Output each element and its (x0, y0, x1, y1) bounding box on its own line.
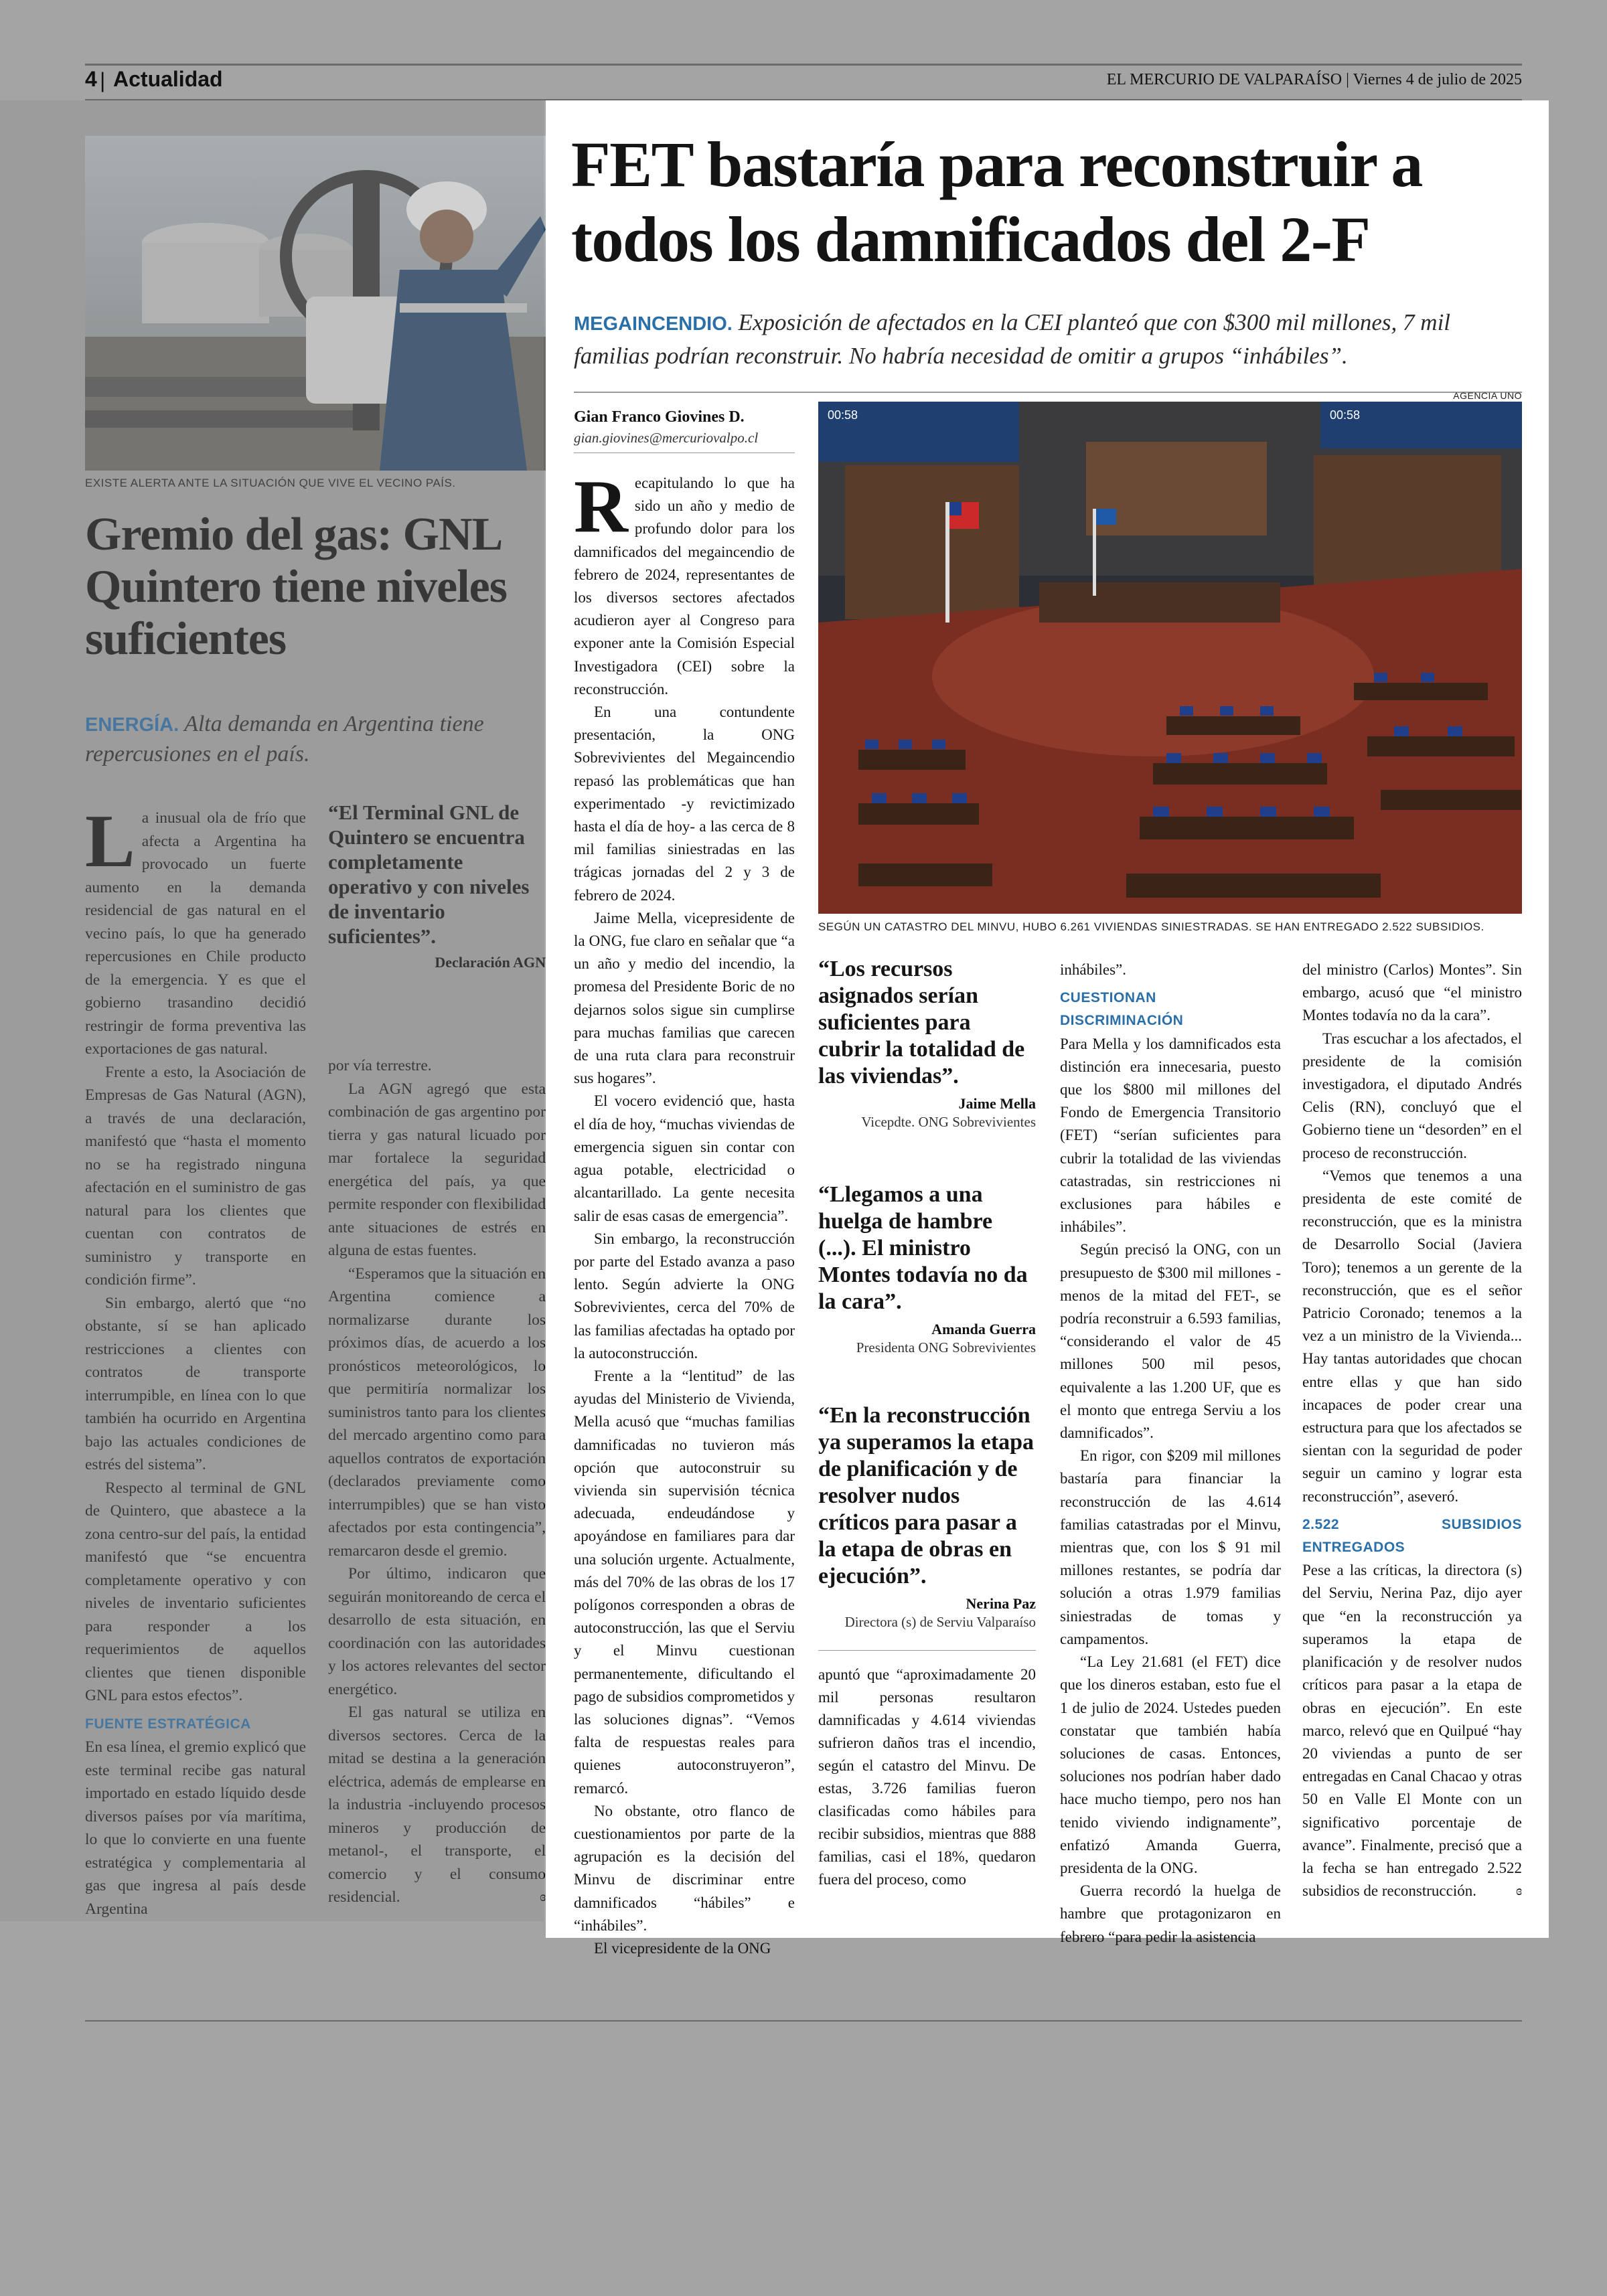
quote-role: Directora (s) de Serviu Valparaíso (844, 1614, 1036, 1630)
main-paragraph: Pese a las críticas, la directora (s) del Serviu, Nerina Paz, dijo ayer que “en la reconstrucción ya superamos la etapa de planificación y de resolver nudos críticos para pasar a la etapa de obras en ejecución”. En este marco, relevó que en Quilpué “hay 20 viviendas a punto de ser entregadas en Canal Chacao y otras 50 en Valle El Monte con un significativo porcentaje de avance”. Finalmente, precisó que a la fecha se han entregado 2.522 subsidios de reconstrucción. ɞ (1302, 1559, 1522, 1902)
quote-role: Vicepdte. ONG Sobrevivientes (861, 1114, 1036, 1130)
main-photo (818, 402, 1522, 914)
quote-divider (818, 1650, 1036, 1651)
main-column-2-tail (818, 1663, 1036, 1891)
main-drop-cap: R (574, 465, 628, 548)
newspaper-date: EL MERCURIO DE VALPARAÍSO | Viernes 4 de julio de 2025 (1106, 71, 1522, 88)
main-paragraph: del ministro (Carlos) Montes”. Sin embargo, acusó que “el ministro Montes todavía no da la cara”. (1302, 961, 1522, 1024)
main-paragraph: “Vemos que tenemos a una presidenta de este comité de reconstrucción, que es la ministra de Desarrollo Social (Javiera Toro); tenemos a un gerente de la reconstrucción, que es el señor Patricio Coronado; tenemos a la vez a un ministro de la Vivienda... Hay tantas autoridades que chocan entre ellas y que han sido incapaces de poder crear una estructura para que los afectados se sientan con la seguridad de poder seguir un camino y lograr esta reconstrucción”, aseveró. (1302, 1167, 1522, 1505)
end-mark: ɞ (1516, 1884, 1522, 1899)
left-subhead: FUENTE ESTRATÉGICA (85, 1716, 251, 1732)
main-paragraph: Sin embargo, la reconstrucción por parte del Estado avanza a paso lento. Según advierte la ONG Sobrevivientes, cerca del 70% de las familias afectadas ha optado por la autoconstrucción. (574, 1230, 795, 1362)
left-paragraph: La inusual ola de frío que afecta a Argentina ha provocado un fuerte aumento en la demanda residencial de gas natural en el vecino país, lo que ha generado repercusiones en Chile producto de la emergencia. Y es que el gobierno trasandino decidió restringir de forma preventiva las exportaciones de gas natural. (85, 800, 306, 1058)
left-kicker: ENERGÍA. (85, 714, 179, 736)
congress-chamber-illustration (818, 402, 1522, 914)
main-paragraph: Tras escuchar a los afectados, el presidente de la comisión investigadora, el diputado Andrés Celis (RN), concluyó que el Gobierno tiene un “desorden” en el proceso de reconstrucción. (1302, 1030, 1522, 1161)
left-drop-cap: L (85, 800, 135, 883)
quote-role: Presidenta ONG Sobrevivientes (856, 1339, 1036, 1356)
main-paragraph: inhábiles”. (1060, 961, 1126, 978)
left-paragraph: Frente a esto, la Asociación de Empresas de Gas Natural (AGN), a través de una declaración, manifestó que “hasta el momento no se ha registrado ninguna afectación en el suministro de gas natural para los clientes que cuentan con contratos de suministro y transporte en condición firme”. (85, 1063, 306, 1289)
main-paragraph: En rigor, con $209 mil millones bastaría para financiar la reconstrucción de las 4.614 familias catastradas por el Minvu, mientras que, con los $ 91 mil millones restantes, se podría dar solución a otras 1.979 familias siniestradas de tomas y campamentos. (1060, 1447, 1281, 1647)
left-paragraph: Por último, indicaron que seguirán monitoreando de cerca el desarrollo de esta situación, en coordinación con las autoridades y los actores relevantes del sector energético. (328, 1565, 546, 1698)
left-dim-overlay (0, 100, 544, 1921)
main-paragraph: No obstante, otro flanco de cuestionamientos por parte de la agrupación es la decisión del Minvu de discriminar entre damnificados “hábiles” e “inhábiles”. (574, 1802, 795, 1934)
main-paragraph: Guerra recordó la huelga de hambre que protagonizaron en febrero “para pedir la asistencia (1060, 1882, 1281, 1945)
quote-author: Amanda Guerra (931, 1321, 1036, 1337)
section-name: Actualidad (113, 67, 223, 91)
main-headline: FET bastaría para reconstruir a todos los damnificados del 2-F (571, 129, 1422, 275)
main-column-1 (574, 465, 795, 1960)
left-photo-caption: EXISTE ALERTA ANTE LA SITUACIÓN QUE VIVE EL VECINO PAÍS. (85, 477, 456, 489)
quote-text: “Llegamos a una huelga de hambre (...). El ministro Montes todavía no da la cara”. (818, 1182, 1028, 1314)
page-number: 4 (85, 67, 97, 91)
main-paragraph: Jaime Mella, vicepresidente de la ONG, fue claro en señalar que “a un año y medio del incendio, la promesa del Presidente Boric de no dejarnos solos sigue sin cumplirse para muchas familias que carecen de una ruta clara para reconstruir sus hogares”. (574, 909, 795, 1087)
left-deck-text: Alta demanda en Argentina tiene repercusiones en el país. (85, 712, 484, 766)
quote-text: “En la reconstrucción ya superamos la etapa de planificación y de resolver nudos críticos para pasar a la etapa de obras en ejecución”. (818, 1403, 1035, 1588)
header-divider: | (100, 68, 106, 92)
left-paragraph: En esa línea, el gremio explicó que este terminal recibe gas natural importado en estado líquido desde diversos países por vía marítima, lo que lo convierte en una fuente estratégica y complementaria al gas que ingresa al país desde Argentina (85, 1738, 306, 1918)
main-deck (574, 307, 1525, 372)
quote-text: “Los recursos asignados serían suficientes para cubrir la totalidad de las viviendas”. (818, 957, 1025, 1088)
main-kicker: MEGAINCENDIO. (574, 313, 733, 335)
left-headline: Gremio del gas: GNL Quintero tiene niveles suficientes (85, 509, 507, 665)
main-paragraph: El vocero evidenció que, hasta el día de hoy, “muchas viviendas de emergencia siguen sin contar con agua potable, electricidad o alcantarillado. La gente necesita salir de esas casas de emergencia”. (574, 1092, 795, 1224)
byline-email: gian.giovines@mercuriovalpo.cl (574, 430, 759, 446)
main-paragraph: El vicepresidente de la ONG (594, 1940, 771, 1957)
left-paragraph: El gas natural se utiliza en diversos sectores. Cerca de la mitad se destina a la generación eléctrica, además de emplearse en la industria -incluyendo procesos mineros y producción de metanol-, el transporte, el comercio y el consumo residencial. ɞ (328, 1701, 546, 1909)
main-column-4 (1302, 959, 1522, 1902)
main-paragraph: Según precisó la ONG, con un presupuesto de $300 mil millones -menos de la mitad del FET-, se podría reconstruir a 6.593 familias, “considerando el valor de 45 millones 500 mil pesos, equivalente a las 1.200 UF, que es el monto que entrega Serviu a los damnificados”. (1060, 1241, 1281, 1442)
left-paragraph: Sin embargo, alertó que “no obstante, sí se han aplicado restricciones a clientes con contratos de transporte interrumpible, en línea con lo que también ha ocurrido en Argentina bajo las actuales condiciones de estrés del sistema”. (85, 1294, 306, 1473)
left-quote-text: “El Terminal GNL de Quintero se encuentra completamente operativo y con niveles de inventario suficientes”. (328, 801, 530, 948)
header-top-rule (85, 64, 1522, 66)
byline: Gian Franco Giovines D. (574, 408, 745, 426)
left-paragraph: Respecto al terminal de GNL de Quintero, que abastece a la zona centro-sur del país, la entidad manifestó que “se encuentra completamente operativo y con niveles de inventario suficientes para responder a los requerimientos de aquellos clientes que tienen disponible GNL para estos efectos”. (85, 1479, 306, 1704)
main-subhead-subsidios: 2.522 SUBSIDIOS ENTREGADOS (1302, 1516, 1522, 1556)
main-column-3 (1060, 959, 1281, 1949)
end-mark: ɞ (540, 1890, 546, 1904)
photo-credit: AGENCIA UNO (1453, 390, 1522, 401)
left-quote-author: Declaración AGN (435, 954, 546, 971)
main-deck-divider (574, 392, 1522, 393)
left-paragraph: La AGN agregó que esta combinación de gas argentino por tierra y gas natural licuado por mar fortalece la seguridad energética del país, ya que permite responder con flexibilidad ante situaciones de estrés en alguna de estas fuentes. (328, 1080, 546, 1259)
quote-author: Jaime Mella (958, 1095, 1036, 1112)
main-photo-caption: SEGÚN UN CATASTRO DEL MINVU, HUBO 6.261 VIVIENDAS SINIESTRADAS. SE HAN ENTREGADO 2.522 SUBSIDIOS. (818, 920, 1484, 933)
main-paragraph: Frente a la “lentitud” de las ayudas del Ministerio de Vivienda, Mella acusó que “muchas familias damnificadas no tuvieron más opción que autoconstruir su vivienda sin supervisión técnica adecuada, endeudándose y apoyándose en familiares para dar una solución urgente. Actualmente, más del 70% de las obras de los 17 polígonos corresponden a obras de autoconstrucción, las que el Serviu y el Minvu cuestionan permanentemente, dificultando el pago de subsidios comprometidos y las soluciones dignas”. “Vemos falta de respuestas reales para quienes autoconstruyeron”, remarcó. (574, 1367, 795, 1797)
pull-quote-guerra (818, 1181, 1036, 1357)
main-paragraph: En una contundente presentación, la ONG Sobrevivientes del Megaincendio repasó las problemáticas que han experimentado -y revictimizado hasta el día de hoy- a las cerca de 8 mil familias siniestradas en las trágicas jornadas del 2 y 3 de febrero de 2024. (574, 704, 795, 904)
main-paragraph: Recapitulando lo que ha sido un año y medio de profundo dolor para los damnificados del megaincendio de febrero de 2024, representantes de los diversos sectores afectados acudieron ayer al Congreso para exponer ante la Comisión Especial Investigadora (CEI) sobre la reconstrucción. (574, 465, 795, 698)
main-paragraph: apuntó que “aproximadamente 20 mil personas resultaron damnificadas y 4.614 viviendas sufrieron daños tras el incendio, según el catastro del Minvu. De estas, 3.726 familias fueron clasificadas como hábiles para recibir subsidios, mientras que 888 familias, casi el 18%, quedaron fuera del proceso, como (818, 1666, 1036, 1888)
pull-quote-mella (818, 956, 1036, 1131)
pull-quote-paz (818, 1402, 1036, 1631)
main-subhead-discriminacion: CUESTIONAN DISCRIMINACIÓN (1060, 990, 1184, 1029)
left-paragraph: “Esperamos que la situación en Argentina comience a normalizarse durante los próximos días, de acuerdo a los pronósticos meteorológicos, lo que permitiría normalizar los suministros tanto para los clientes del mercado argentino como para aquellos contratos de exportación (declarados previamente como interrumpibles) que se han visto afectados por esta contingencia”, remarcaron desde el gremio. (328, 1264, 546, 1560)
main-paragraph: Para Mella y los damnificados esta distinción era innecesaria, puesto que los $800 mil millones del Fondo de Emergencia Transitorio (FET) “serían suficientes para cubrir la totalidad de las viviendas catastradas, sin restricciones ni exclusiones para hábiles e inhábiles”. (1060, 1035, 1281, 1236)
quote-author: Nerina Paz (966, 1595, 1036, 1612)
page-bottom-rule (85, 2020, 1522, 2022)
main-paragraph: “La Ley 21.681 (el FET) dice que los dineros estaban, esto fue el 1 de julio de 2024. Ustedes pueden constatar que también había soluciones de casas. Entonces, soluciones nos podrían haber dado hace mucho tiempo, pero nos han tenido viviendo indignamente”, enfatizó Amanda Guerra, presidenta de la ONG. (1060, 1653, 1281, 1876)
main-deck-text: Exposición de afectados en la CEI planteó que con $300 mil millones, 7 mil familias podrían reconstruir. No habría necesidad de omitir a grupos “inhábiles”. (574, 309, 1451, 369)
left-screen-clock: 00:58 (828, 408, 858, 422)
right-screen-clock: 00:58 (1330, 408, 1361, 422)
left-paragraph: por vía terrestre. (328, 1057, 432, 1074)
page-header (85, 67, 1522, 98)
